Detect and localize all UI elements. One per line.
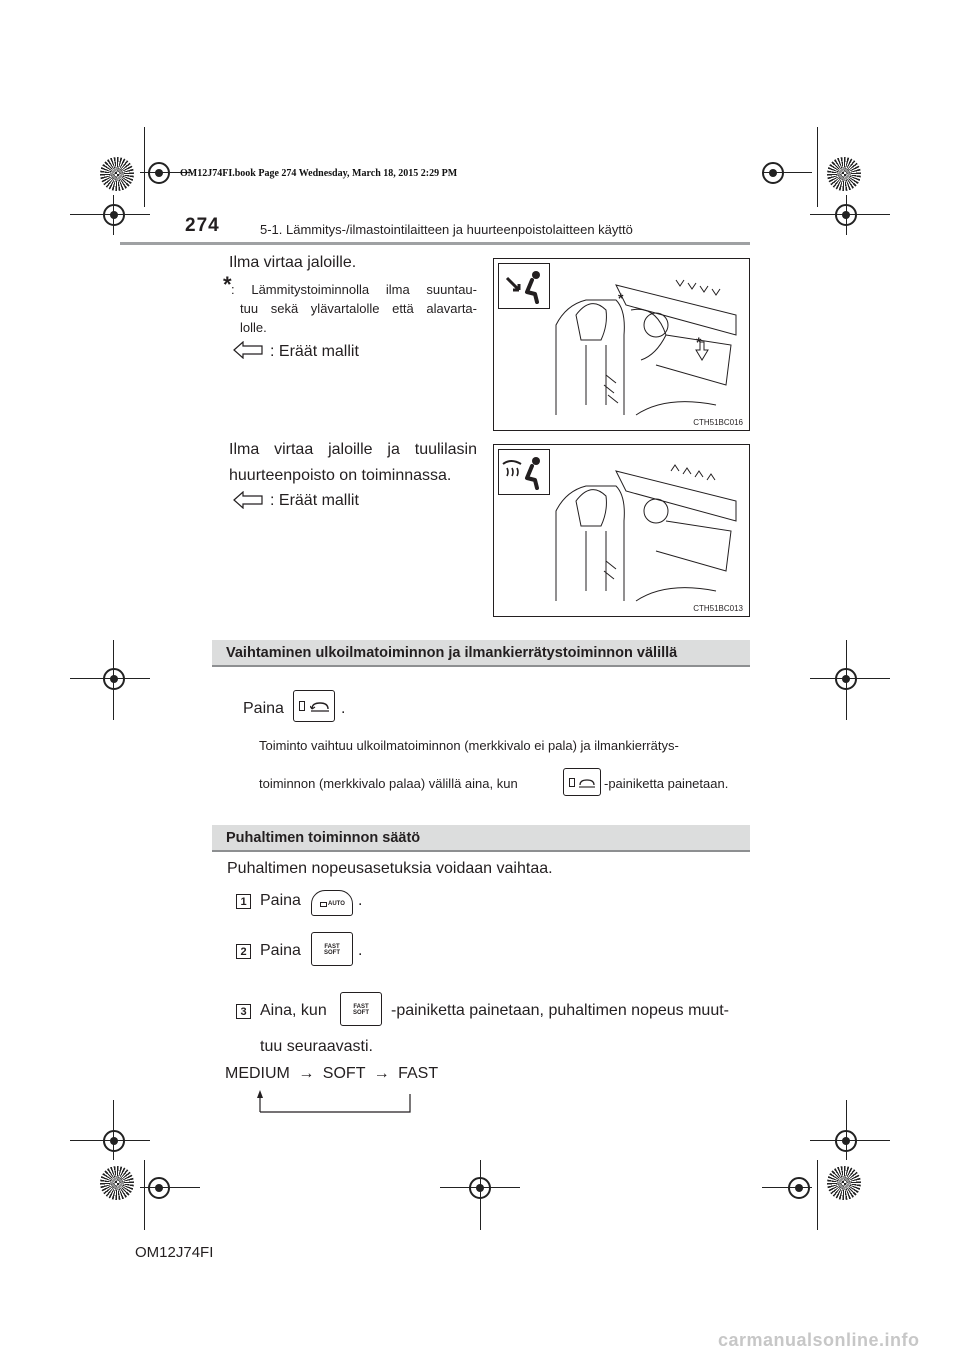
asterisk-note-line: lolle. [240, 320, 267, 335]
variant-label: : Eräät mallit [270, 343, 359, 360]
variant-arrow-icon [233, 491, 263, 509]
variant-label: : Eräät mallit [270, 492, 359, 509]
crosshair-icon [835, 204, 857, 226]
page-number: 274 [185, 215, 220, 236]
svg-text:*: * [618, 290, 624, 306]
press-suffix: . [341, 700, 346, 717]
section-heading-fan-speed [212, 825, 750, 852]
crosshair-icon [148, 162, 170, 184]
cycle-return-arrow-icon [254, 1088, 414, 1114]
step-2-prefix: Paina [260, 942, 301, 959]
step-2-suffix: . [358, 942, 363, 959]
note-line-2-prefix: toiminnon (merkkivalo palaa) välillä aina, kun [259, 776, 518, 791]
figure-code: CTH51BC016 [693, 418, 743, 427]
indicator-light-icon [320, 902, 327, 907]
registration-star-icon [100, 1166, 134, 1200]
crosshair-icon [788, 1177, 810, 1199]
step-1-prefix: Paina [260, 892, 301, 909]
cabin-illustration-2 [546, 451, 746, 611]
press-prefix: Paina [243, 700, 284, 717]
step-1-suffix: . [358, 892, 363, 909]
svg-text:*: * [696, 334, 702, 350]
fan-speed-button-inline[interactable] [340, 992, 382, 1026]
section-heading-text: Vaihtaminen ulkoilmatoiminnon ja ilmankierrätystoiminnon välillä [226, 645, 678, 661]
crosshair-icon [835, 1130, 857, 1152]
asterisk-note-line: tuu sekä ylävartalolle että alavarta- [240, 301, 477, 316]
airflow-figure-feet-windshield [493, 444, 750, 617]
step-number: 3 [236, 1004, 251, 1019]
step-number: 2 [236, 944, 251, 959]
fan-speed-label-top: FAST [324, 944, 340, 950]
header-rule [120, 242, 750, 245]
crosshair-icon [103, 668, 125, 690]
asterisk-note-line: : Lämmitystoiminnolla ilma suuntau- [231, 282, 477, 297]
feet-windshield-mode-icon [498, 449, 550, 495]
section-heading-air-intake [212, 640, 750, 667]
fan-speed-label-top: FAST [353, 1004, 369, 1010]
recirculation-button-inline[interactable] [563, 768, 601, 796]
cycle-soft: SOFT [322, 1065, 366, 1082]
cycle-fast: FAST [398, 1065, 439, 1082]
recirculation-icon [578, 777, 596, 788]
recirculation-button[interactable] [293, 690, 335, 722]
section-title: 5-1. Lämmitys-/ilmastointilaitteen ja huurteenpoistolaitteen käyttö [260, 222, 633, 237]
asterisk-note [231, 280, 477, 337]
fan-speed-button[interactable] [311, 932, 353, 966]
airflow-2-line: Ilma virtaa jaloille ja tuulilasin [229, 441, 477, 458]
registration-star-icon [827, 1166, 861, 1200]
cycle-arrow-icon: → [373, 1065, 390, 1082]
recirculation-icon [310, 700, 330, 712]
fan-speed-cycle [225, 1061, 438, 1087]
variant-arrow-icon [233, 341, 263, 359]
note-line-2-suffix: -painiketta painetaan. [604, 776, 729, 791]
registration-star-icon [827, 157, 861, 191]
note-line-1: Toiminto vaihtuu ulkoilmatoiminnon (merkkivalo ei pala) ja ilmankierrätys- [259, 738, 679, 753]
airflow-1-description: Ilma virtaa jaloille. [229, 254, 357, 271]
crosshair-icon [469, 1177, 491, 1199]
airflow-2-line: huurteenpoisto on toiminnassa. [229, 467, 452, 484]
auto-button[interactable] [311, 890, 353, 916]
crosshair-icon [103, 1130, 125, 1152]
cycle-medium: MEDIUM [225, 1065, 290, 1082]
crosshair-icon [148, 1177, 170, 1199]
asterisk-marker: * [223, 272, 232, 297]
step-number: 1 [236, 894, 251, 909]
auto-button-label: AUTO [328, 901, 345, 907]
book-info: OM12J74FI.book Page 274 Wednesday, March 18, 2015 2:29 PM [180, 168, 458, 179]
step-3-suffix: -painiketta painetaan, puhaltimen nopeus muut- [391, 1002, 729, 1019]
step-3-prefix: Aina, kun [260, 1002, 327, 1019]
crosshair-icon [103, 204, 125, 226]
fan-speed-label-bottom: SOFT [353, 1010, 369, 1016]
airflow-figure-feet [493, 258, 750, 431]
section-heading-text: Puhaltimen toiminnon säätö [226, 830, 421, 846]
cycle-arrow-icon: → [298, 1065, 315, 1082]
indicator-light-icon [299, 701, 305, 711]
registration-star-icon [100, 157, 134, 191]
figure-code: CTH51BC013 [693, 604, 743, 613]
watermark: carmanualsonline.info [718, 1330, 920, 1350]
manual-code: OM12J74FI [135, 1244, 214, 1261]
step-3-line-2: tuu seuraavasti. [260, 1038, 373, 1055]
crosshair-icon [835, 668, 857, 690]
airflow-2-description [229, 437, 477, 489]
cabin-illustration-1 [546, 265, 746, 425]
indicator-light-icon [569, 778, 575, 787]
feet-mode-icon [498, 263, 550, 309]
fan-speed-label-bottom: SOFT [324, 950, 340, 956]
crosshair-icon [762, 162, 784, 184]
fan-intro: Puhaltimen nopeusasetuksia voidaan vaihtaa. [227, 860, 553, 877]
